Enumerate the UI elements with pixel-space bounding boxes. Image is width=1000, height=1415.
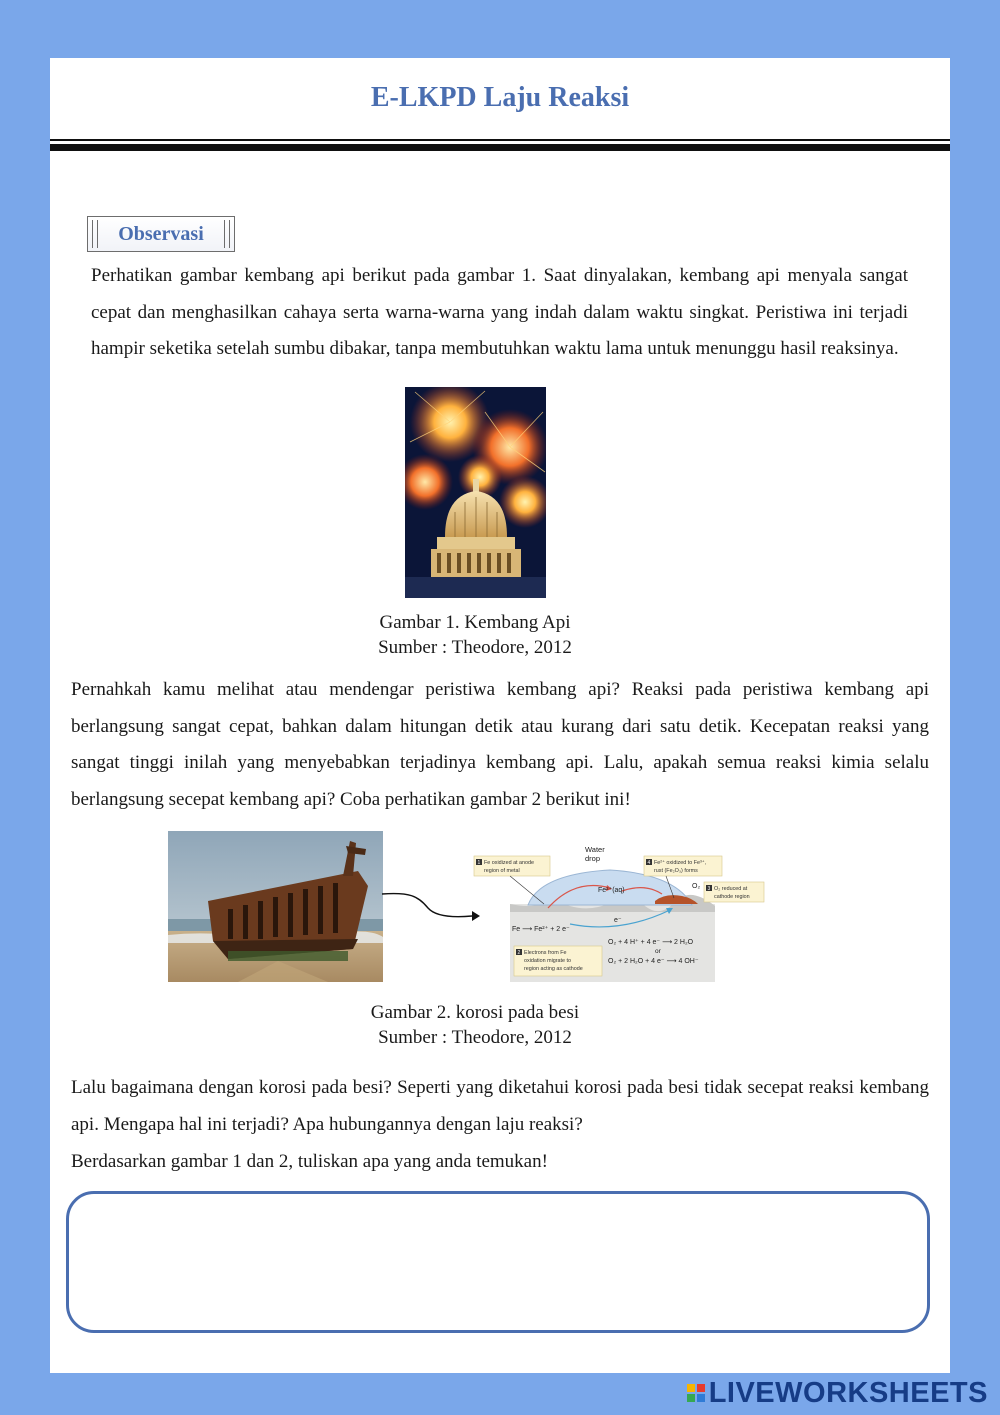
note-cathode-line2: cathode region	[714, 894, 750, 900]
label-electron: e⁻	[614, 917, 622, 924]
note-number-1: 1	[477, 860, 481, 866]
figure1-source: Sumber : Theodore, 2012	[378, 637, 572, 658]
instruction-paragraph: Berdasarkan gambar 1 dan 2, tuliskan apa yang anda temukan!	[71, 1151, 548, 1172]
header-divider-thick	[50, 144, 950, 151]
question1-paragraph: Pernahkah kamu melihat atau mendengar peristiwa kembang api? Reaksi pada peristiwa kembang api berlangsung sangat cepat, bahkan dalam hitungan detik atau kurang dari satu detik. Kecepatan reaksi yang sangat tinggi inilah yang menyebabkan terjadinya kembang api. Lalu, apakah semua reaksi kimia selalu berlangsung secepat kembang api? Coba perhatikan gambar 2 berikut ini!	[71, 679, 929, 810]
liveworksheets-logo-icon	[687, 1384, 705, 1402]
section-tag	[87, 216, 235, 252]
equation-anode: Fe ⟶ Fe²⁺ + 2 e⁻	[512, 926, 570, 933]
header-divider-thin	[50, 139, 950, 141]
note-number-4: 4	[647, 860, 651, 866]
connector-arrow	[380, 880, 480, 930]
figure1-caption	[275, 610, 675, 660]
note-electrons-line3: region acting as cathode	[524, 966, 583, 972]
section-tag-label: Observasi	[118, 222, 204, 245]
label-drop: drop	[585, 854, 601, 863]
logo-square-3	[687, 1394, 695, 1402]
figure2-title: Gambar 2. korosi pada besi	[370, 1002, 580, 1023]
fireworks-illustration	[405, 387, 546, 598]
note-anode-line1: Fe oxidized at anode	[484, 860, 535, 866]
liveworksheets-brand	[687, 1376, 988, 1410]
figure2-source: Sumber : Theodore, 2012	[378, 1027, 572, 1048]
logo-square-1	[687, 1384, 695, 1392]
intro-paragraph: Perhatikan gambar kembang api berikut pada gambar 1. Saat dinyalakan, kembang api menyala sangat cepat dan menghasilkan cahaya serta warna-warna yang indah dalam waktu singkat. Peristiwa ini terjadi hampir seketika setelah sumbu dibakar, tanpa membutuhkan waktu lama untuk menunggu hasil reaksinya.	[91, 265, 908, 359]
note-cathode-line1: O₂ reduced at	[714, 886, 748, 892]
page-title: E-LKPD Laju Reaksi	[370, 82, 630, 113]
figure1-title: Gambar 1. Kembang Api	[379, 612, 571, 633]
fireworks-image	[405, 387, 546, 598]
label-water: Water	[585, 845, 605, 854]
note-electrons	[514, 946, 602, 976]
note-electrons-line1: Electrons from Fe	[524, 950, 567, 956]
note-number-3: 3	[707, 886, 711, 892]
equation-cathode-neutral: O₂ + 2 H₂O + 4 e⁻ ⟶ 4 OH⁻	[608, 958, 699, 965]
corrosion-diagram	[470, 838, 770, 986]
label-fe-aq: Fe²⁺(aq)	[598, 887, 625, 894]
label-o2: O₂	[692, 883, 701, 890]
note-anode-line2: region of metal	[484, 868, 520, 874]
liveworksheets-logo-text: LIVEWORKSHEETS	[708, 1376, 988, 1409]
question2-paragraph: Lalu bagaimana dengan korosi pada besi? Seperti yang diketahui korosi pada besi tidak secepat reaksi kembang api. Mengapa hal ini terjadi? Apa hubungannya dengan laju reaksi?	[71, 1077, 929, 1135]
answer-text-box[interactable]	[66, 1191, 930, 1333]
note-rust-line1: Fe²⁺ oxidized to Fe³⁺,	[654, 860, 707, 866]
corrosion-diagram-svg	[470, 838, 770, 986]
rusty-ship-illustration	[168, 831, 383, 982]
rusty-ship-image	[168, 831, 383, 982]
note-cathode	[704, 882, 764, 902]
note-rust-line2: rust (Fe₂O₃) forms	[654, 868, 698, 874]
equation-or: or	[655, 948, 661, 955]
equation-cathode-acid: O₂ + 4 H⁺ + 4 e⁻ ⟶ 2 H₂O	[608, 939, 694, 946]
logo-square-4	[697, 1394, 705, 1402]
logo-square-2	[697, 1384, 705, 1392]
note-electrons-line2: oxidation migrate to	[524, 958, 572, 964]
note-number-2: 2	[517, 950, 521, 956]
figure2-caption	[275, 1000, 675, 1050]
